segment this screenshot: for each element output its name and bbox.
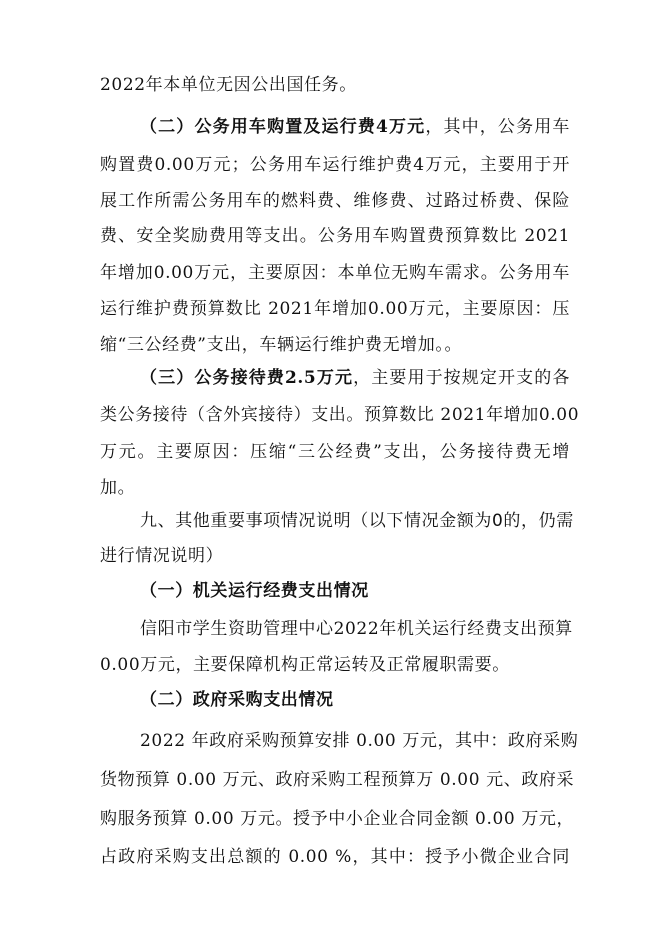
- text-line: 购服务预算 0.00 万元。授予中小企业合同金额 0.00 万元，: [100, 809, 575, 829]
- text-line: 2022 年政府采购预算安排 0.00 万元，其中：政府采购: [140, 731, 579, 751]
- subheading-line: [140, 115, 570, 139]
- text-line: 年增加0.00万元，主要原因：本单位无购车需求。公务用车: [100, 263, 570, 283]
- text-line: 信阳市学生资助管理中心2022年机关运行经费支出预算: [140, 619, 573, 639]
- text-line: 万元。主要原因：压缩“三公经费”支出，公务接待费无增: [100, 442, 570, 462]
- text-line: 费、安全奖励费用等支出。公务用车购置费预算数比 2021: [100, 226, 570, 246]
- text-span: ，主要用于按规定开支的各: [353, 368, 570, 388]
- text-line: 2022年本单位无因公出国任务。: [100, 75, 357, 95]
- subheading-title: （二）政府采购支出情况: [140, 690, 334, 710]
- text-line: 类公务接待（含外宾接待）支出。预算数比 2021年增加0.00: [100, 405, 580, 425]
- text-line: 购置费0.00万元；公务用车运行维护费4万元，主要用于开: [100, 155, 570, 175]
- subheading-title: （三）公务接待费2.5万元: [140, 368, 354, 388]
- section-heading: 九、其他重要事项情况说明（以下情况金额为0的，仍需: [140, 511, 574, 531]
- text-line: 0.00万元，主要保障机构正常运转及正常履职需要。: [100, 655, 510, 675]
- text-span: ，其中，公务用车: [425, 117, 570, 137]
- text-line: 缩“三公经费”支出，车辆运行维护费无增加。。: [100, 335, 463, 355]
- text-line: 货物预算 0.00 万元、政府采购工程预算万 0.00 元、政府采: [100, 770, 575, 790]
- section-heading-continued: 进行情况说明）: [100, 546, 224, 566]
- subheading-title: （一）机关运行经费支出情况: [140, 581, 369, 601]
- text-line: 占政府采购支出总额的 0.00 %，其中：授予小微企业合同: [100, 847, 570, 867]
- subheading-line: [140, 366, 570, 390]
- text-line: 加。: [100, 478, 136, 498]
- subheading-title: （二）公务用车购置及运行费4万元: [140, 117, 426, 137]
- text-line: 运行维护费预算数比 2021年增加0.00万元，主要原因：压: [100, 299, 570, 319]
- text-line: 展工作所需公务用车的燃料费、维修费、过路过桥费、保险: [100, 191, 570, 211]
